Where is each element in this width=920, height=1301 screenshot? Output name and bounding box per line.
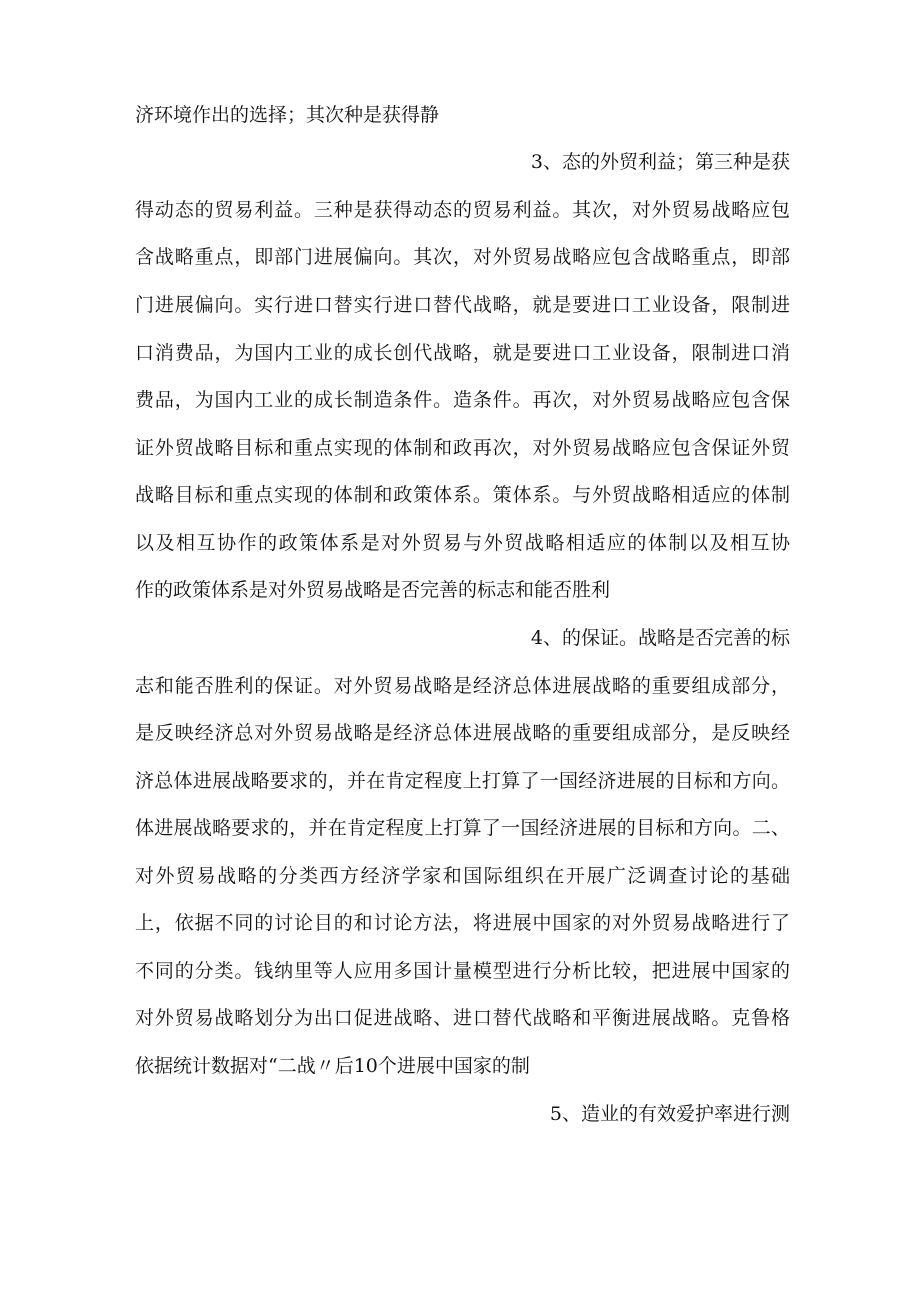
text-line-6: 口消费品，为国内工业的成长创代战略，就是要进口工业设备，限制进口消 bbox=[135, 342, 790, 364]
text-line-1: 济环境作出的选择；其次种是获得静 bbox=[135, 104, 440, 126]
text-line-19: 不同的分类。钱纳里等人应用多国计量模型进行分析比较，把进展中国家的 bbox=[135, 960, 790, 982]
text-line-11: 作的政策体系是对外贸易战略是否完善的标志和能否胜利 bbox=[135, 579, 611, 601]
text-line-8: 证外贸战略目标和重点实现的体制和政再次，对外贸易战略应包含保证外贸 bbox=[135, 437, 790, 459]
text-line-10: 以及相互协作的政策体系是对外贸易与外贸战略相适应的体制以及相互协 bbox=[135, 532, 790, 554]
text-line-17: 对外贸易战略的分类西方经济学家和国际组织在开展广泛调查讨论的基础 bbox=[135, 865, 790, 887]
text-line-14: 是反映经济总对外贸易战略是经济总体进展战略的重要组成部分，是反映经 bbox=[135, 722, 790, 744]
text-line-16: 体进展战略要求的，并在肯定程度上打算了一国经济进展的目标和方向。二、 bbox=[135, 817, 790, 839]
text-line-7: 费品，为国内工业的成长制造条件。造条件。再次，对外贸易战略应包含保 bbox=[135, 389, 790, 411]
text-line-4: 含战略重点，即部门进展偏向。其次，对外贸易战略应包含战略重点，即部 bbox=[135, 246, 790, 268]
text-line-21: 依据统计数据对“二战〃后10个进展中国家的制 bbox=[135, 1055, 530, 1077]
text-line-5: 门进展偏向。实行进口替实行进口替代战略，就是要进口工业设备，限制进 bbox=[135, 294, 790, 316]
text-line-12: 4、的保证。战略是否完善的标 bbox=[530, 627, 790, 649]
text-line-20: 对外贸易战略划分为出口促进战略、进口替代战略和平衡进展战略。克鲁格 bbox=[135, 1007, 790, 1029]
text-line-3: 得动态的贸易利益。三种是获得动态的贸易利益。其次，对外贸易战略应包 bbox=[135, 199, 790, 221]
text-line-13: 志和能否胜利的保证。对外贸易战略是经济总体进展战略的重要组成部分， bbox=[135, 675, 790, 697]
text-line-2: 3、态的外贸利益；第三种是获 bbox=[530, 151, 790, 173]
text-line-9: 战略目标和重点实现的体制和政策体系。策体系。与外贸战略相适应的体制 bbox=[135, 484, 790, 506]
text-line-15: 济总体进展战略要求的，并在肯定程度上打算了一国经济进展的目标和方向。 bbox=[135, 770, 790, 792]
text-line-22: 5、造业的有效爱护率进行测 bbox=[549, 1103, 790, 1125]
text-line-18: 上，依据不同的讨论目的和讨论方法，将进展中国家的对外贸易战略进行了 bbox=[135, 912, 790, 934]
